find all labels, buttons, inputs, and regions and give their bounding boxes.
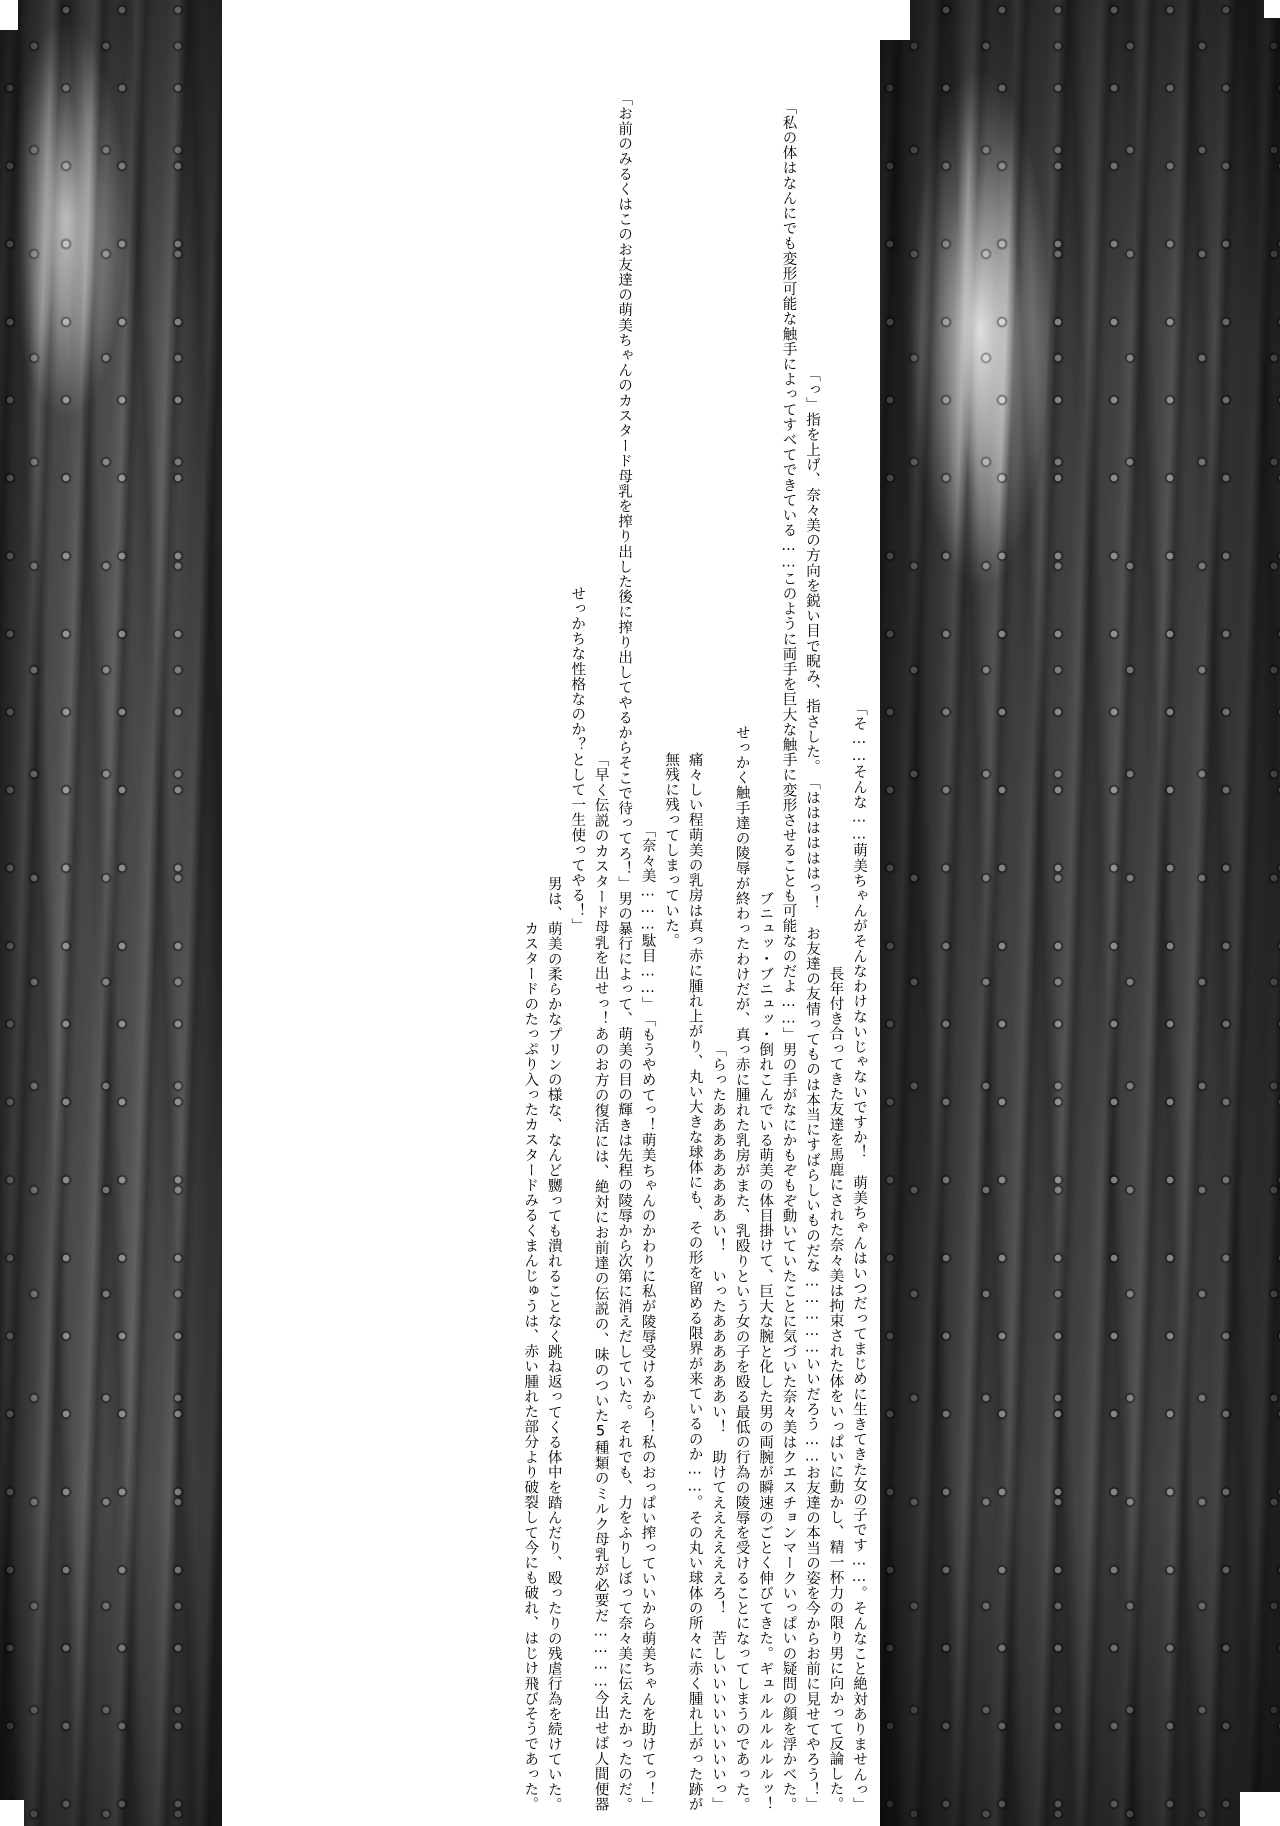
art-shading <box>0 0 222 1826</box>
art-shading <box>880 0 1280 1826</box>
paragraph: 「もうやめてっ！萌美ちゃんのかわりに私が陵辱受けるから！私のおっぱい搾っていいから萌美ちゃんを助けてっ！」 <box>639 1011 656 1812</box>
paragraph: 「そ……そんな……萌美ちゃんがそんなわけないじゃないですか！ 萌美ちゃんはいつだってまじめに生きてきた女の子です……。そんなこと絶対ありませんっ」 <box>851 700 867 1812</box>
paragraph: 「ははははははっ！ お友達の友情ってものは本当にすばらしいものだな……………いいだろう……お友達の本当の姿を今からお前に見せてやろう！」 <box>804 774 821 1812</box>
tentacle-illustration-left <box>0 0 222 1826</box>
panel-notch <box>880 0 910 40</box>
paragraph: 男は、萌美の柔らかなプリンの様な、なんど嬲っても潰れることなく跳ね返ってくる体中を踏んだり、殴ったりの残虐行為を続けていた。 <box>545 875 562 1812</box>
paragraph: 「らったああああああああい！ いったああああああい！ 助けてええええええろ！ 苦しいいいいいいいいっ」 <box>710 1041 727 1812</box>
paragraph: 痛々しい程萌美の乳房は真っ赤に腫れ上がり、丸い大きな球体にも、その形を留める限界が来ているのか……。その丸い球体の所々に赤く腫れ上がった跡が無残に残ってしまっていた。 <box>663 752 703 1812</box>
paragraph: 「私の体はなんにでも変形可能な触手によってすべてできている……このように両手を巨大な触手に変形させることも可能なのだよ……」 <box>780 99 797 1042</box>
paragraph: せっかく触手達の陵辱が終わったわけだが、真っ赤に腫れた乳房がまた、乳殴りという女の子を殴る最低の行為の陵辱を受けることになってしまうのであった。 <box>733 724 750 1812</box>
text-columns <box>222 0 880 1826</box>
panel-notch <box>0 0 18 30</box>
panel-notch <box>1240 1792 1280 1826</box>
paragraph: 「奈々美………駄目……」 <box>639 822 656 1012</box>
paragraph: 男の暴行によって、萌美の目の輝きは先程の陵辱から次第に消えだしていた。それでも、力をふりしぼって奈々美に伝えたかったのだ。 <box>616 890 633 1812</box>
tentacle-illustration-right <box>880 0 1280 1826</box>
paragraph: 男の手がなにかもぞもぞ動いていたことに気づいた奈々美はクエスチョンマークいっぱいの疑問の顔を浮かべた。 <box>780 1041 797 1812</box>
paragraph: 倒れこんでいる萌美の体目掛けて、巨大な腕と化した男の両腕が瞬速のごとく伸びてきた。 <box>757 1041 774 1661</box>
paragraph: カスタードのたっぷり入ったカスタードみるくまんじゅうは、赤い腫れた部分より破裂して今にも破れ、はじけ飛びそうであった。 <box>522 921 539 1812</box>
story-text-area <box>222 0 880 1826</box>
paragraph: 指を上げ、奈々美の方向を鋭い目で睨み、指さした。 <box>804 412 821 775</box>
paragraph: ギュルルルルルルッ！ <box>757 1661 774 1812</box>
panel-notch <box>1264 0 1280 18</box>
paragraph: 長年付き合ってきた友達を馬鹿にされた奈々美は拘束された体をいっぱいに動かし、精一杯力の限り男に向かって反論した。 <box>827 966 844 1812</box>
panel-notch <box>0 1800 24 1826</box>
paragraph: 「早く伝説のカスタード母乳を出せっ！あのお方の復活には、絶対にお前達の伝説の、味のついた5種類のミルク母乳が必要だ…………今出せば人間便器として一生使ってやる！」 <box>569 752 609 1812</box>
paragraph: せっかちな性格なのか？ <box>569 585 586 752</box>
paragraph: 「お前のみるくはこのお友達の萌美ちゃんのカスタード母乳を搾り出した後に搾り出してやるからそこで待ってろ！」 <box>616 90 633 891</box>
paragraph: ブニュッ・ブニュッ・ <box>757 890 774 1042</box>
paragraph: 「っ」 <box>804 366 821 413</box>
